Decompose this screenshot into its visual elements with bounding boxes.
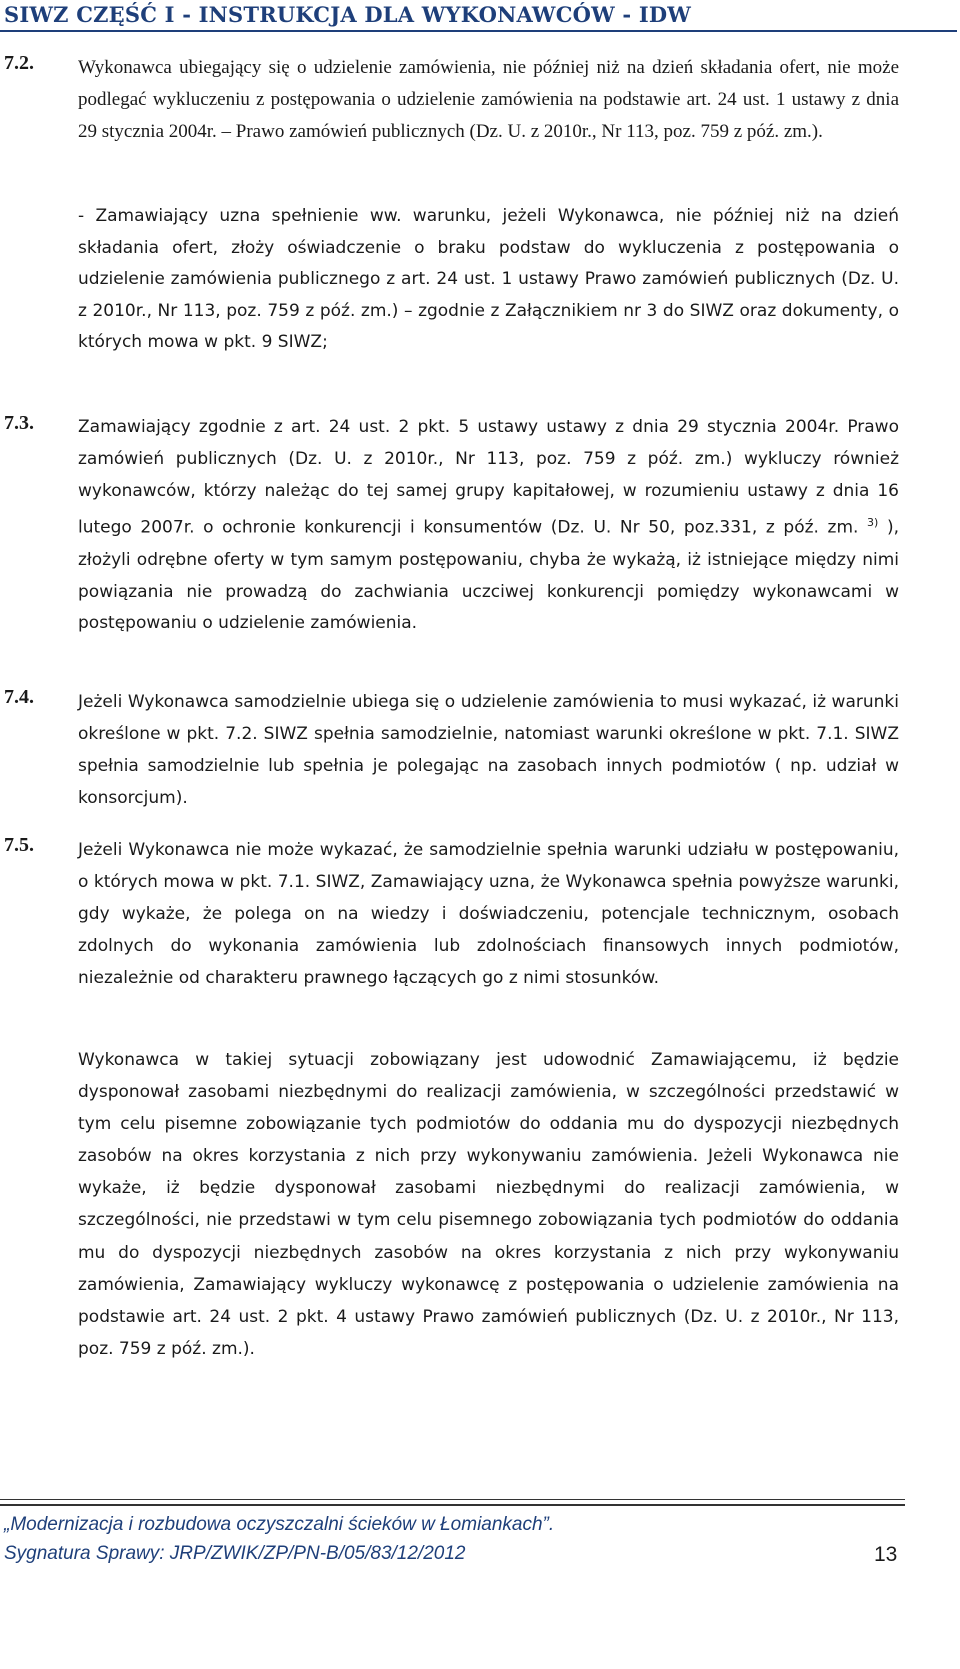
section-number: 7.3. — [4, 412, 34, 434]
section-text: Wykonawca ubiegający się o udzielenie zamówienia, nie później niż na dzień składania ofert, nie może podlegać wykluczeniu z postępowania o udzielenie zamówienia na podstawie art. 24 ust. 1 ustawy z dnia 29 stycznia 2004r. – Prawo zamówień publicznych (Dz. U. z 2010r., Nr 113, poz. 759 z póź. zm.). — [78, 57, 899, 142]
section-7-4 — [4, 686, 899, 814]
section-text: Jeżeli Wykonawca samodzielnie ubiega się o udzielenie zamówienia to musi wykazać, iż warunki określone w pkt. 7.2. SIWZ spełnia samodzielnie, natomiast warunki określone w pkt. 7.1. SIWZ spełnia samodzielnie lub spełnia je polegając na zasobach innych podmiotów ( np. udział w konsorcjum). — [78, 692, 899, 808]
section-text — [78, 412, 899, 640]
section-number: 7.5. — [4, 834, 34, 856]
section-7-5 — [4, 834, 899, 994]
section-7-3 — [4, 412, 899, 640]
section-7-2 — [4, 52, 899, 148]
footnote-ref: 3) — [867, 516, 879, 530]
section-7-2-condition: - Zamawiający uzna spełnienie ww. warunku, jeżeli Wykonawca, nie później niż na dzień składania ofert, złoży oświadczenie o braku podstaw do wykluczenia z postępowania o udzielenie zamówienia publicznego z art. 24 ust. 1 ustawy Prawo zamówień publicznych (Dz. U. z 2010r., Nr 113, poz. 759 z póź. zm.) – zgodnie z Załącznikiem nr 3 do SIWZ oraz dokumenty, o których mowa w pkt. 9 SIWZ; — [78, 206, 899, 352]
footer-divider — [0, 1499, 905, 1500]
footer-divider — [0, 1504, 905, 1506]
footer-case-signature: Sygnatura Sprawy: JRP/ZWIK/ZP/PN-B/05/83/12/2012 — [4, 1543, 466, 1564]
page-number: 13 — [874, 1543, 898, 1566]
header-divider — [0, 30, 957, 32]
document-header-title: SIWZ CZĘŚĆ I - INSTRUKCJA DLA WYKONAWCÓW - IDW — [4, 2, 692, 27]
section-number: 7.4. — [4, 686, 34, 708]
footer-project-title: „Modernizacja i rozbudowa oczyszczalni ścieków w Łomiankach”. — [4, 1514, 555, 1535]
section-text: Jeżeli Wykonawca nie może wykazać, że samodzielnie spełnia warunki udziału w postępowaniu, o których mowa w pkt. 7.1. SIWZ, Zamawiający uzna, że Wykonawca spełnia powyższe warunki, gdy wykaże, że polega on na wiedzy i doświadczeniu, potencjale technicznym, osobach zdolnych do wykonania zamówienia lub zdolnościach finansowych innych podmiotów, niezależnie od charakteru prawnego łączących go z nimi stosunków. — [78, 840, 899, 988]
section-number: 7.2. — [4, 52, 34, 74]
section-7-5-paragraph: Wykonawca w takiej sytuacji zobowiązany jest udowodnić Zamawiającemu, iż będzie dysponował zasobami niezbędnymi do realizacji zamówienia, w szczególności przedstawić w tym celu pisemne zobowiązanie tych podmiotów do oddania mu do dyspozycji niezbędnych zasobów na okres korzystania z nich przy wykonywaniu zamówienia. Jeżeli Wykonawca nie wykaże, iż będzie dysponował zasobami niezbędnymi do realizacji zamówienia, w szczególności, nie przedstawi w tym celu pisemnego zobowiązania tych podmiotów do oddania mu do dyspozycji niezbędnych zasobów na okres korzystania z nich przy wykonywaniu zamówienia, Zamawiający wykluczy wykonawcę z postępowania o udzielenie zamówienia na podstawie art. 24 ust. 2 pkt. 4 ustawy Prawo zamówień publicznych (Dz. U. z 2010r., Nr 113, poz. 759 z póź. zm.). — [78, 1050, 899, 1359]
section-text-part: ), złożyli odrębne oferty w tym samym postępowaniu, chyba że wykażą, iż istniejące między nimi powiązania nie prowadzą do zachwiania uczciwej konkurencji pomiędzy wykonawcami w postępowaniu o udzielenie zamówienia. — [78, 518, 899, 634]
section-text-part: Zamawiający zgodnie z art. 24 ust. 2 pkt. 5 ustawy ustawy z dnia 29 stycznia 2004r. Prawo zamówień publicznych (Dz. U. z 2010r., Nr 113, poz. 759 z póź. zm.) wykluczy również wykonawców, którzy należąc do tej samej grupy kapitałowej, w rozumieniu ustawy z dnia 16 lutego 2007r. o ochronie konkurencji i konsumentów (Dz. U. Nr 50, poz.331, z póź. zm. — [78, 417, 899, 539]
